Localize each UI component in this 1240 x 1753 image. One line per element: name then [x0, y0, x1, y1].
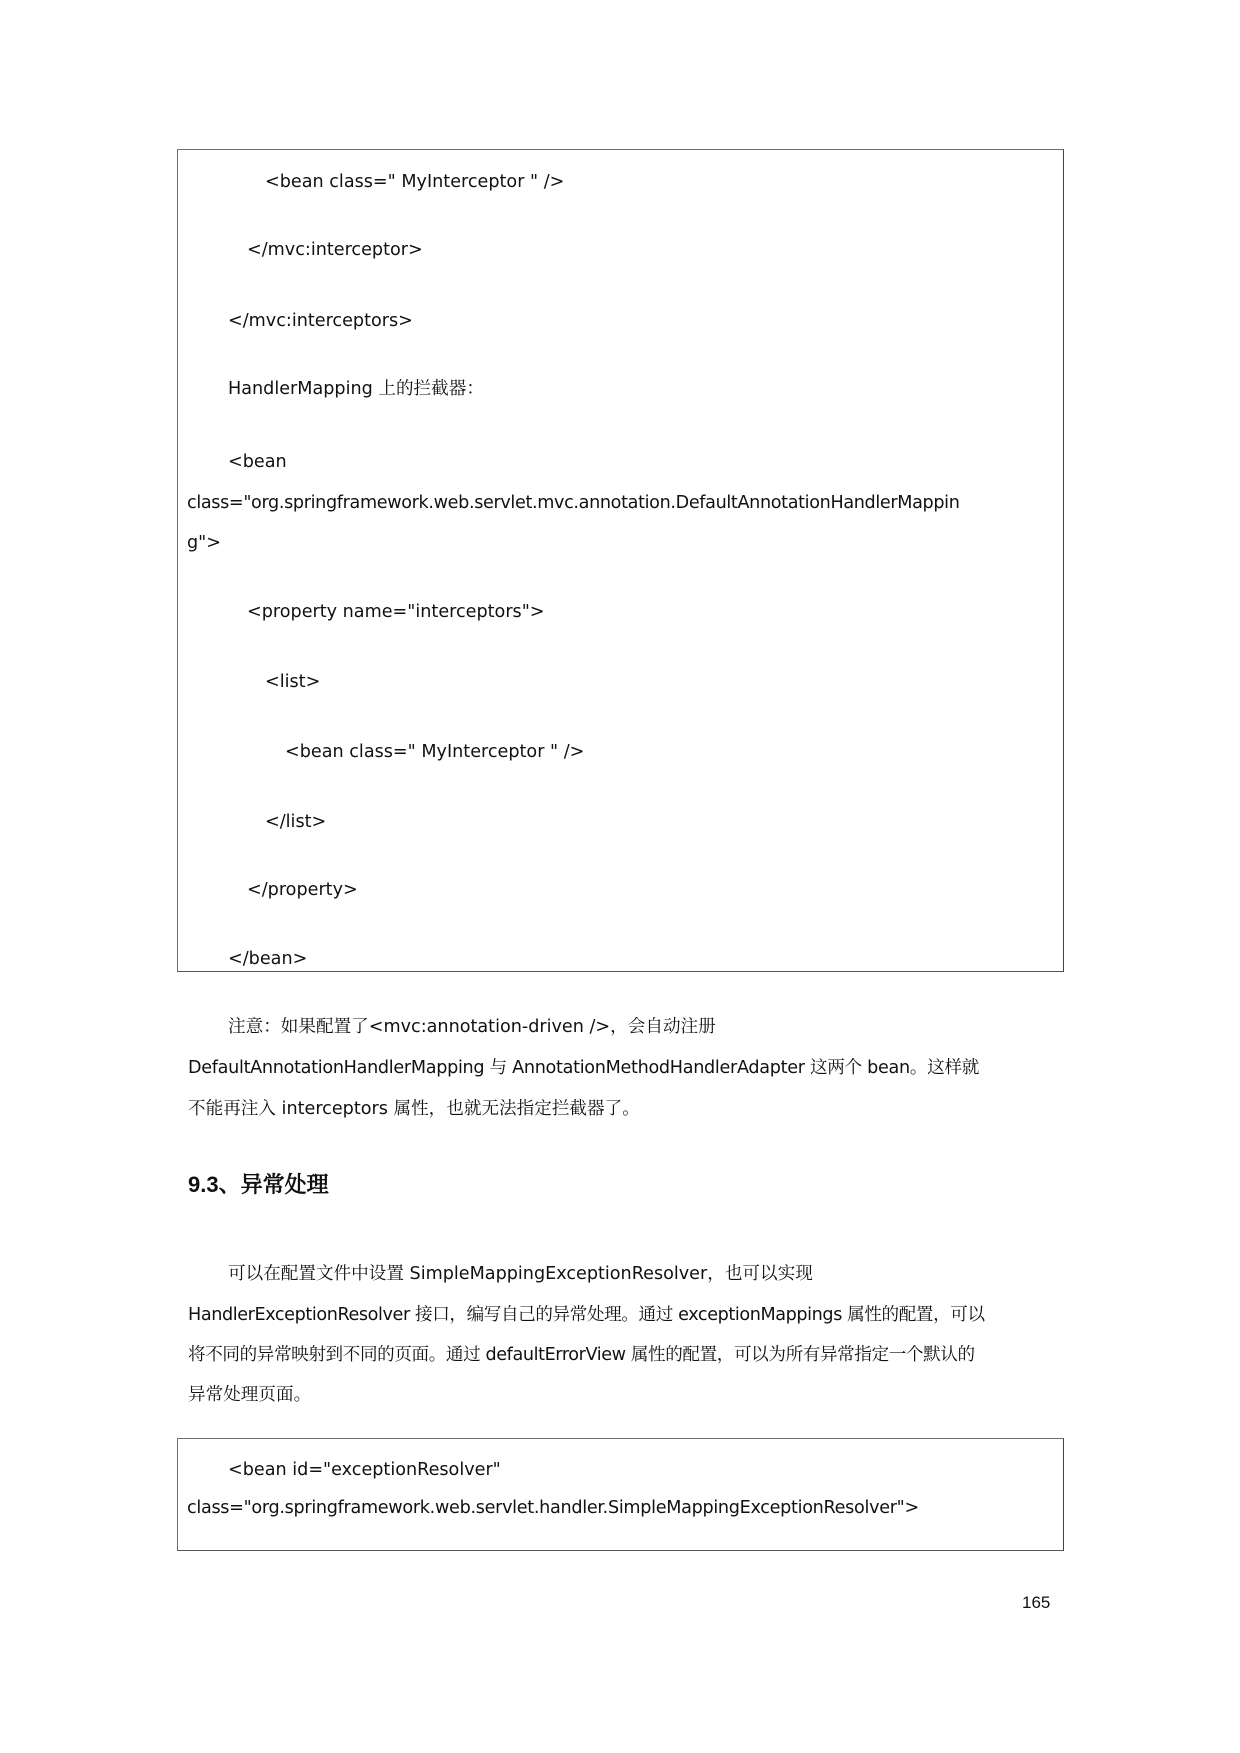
code-line: <bean id="exceptionResolver": [228, 1460, 501, 1480]
code-line: </mvc:interceptors>: [228, 311, 413, 331]
page-number: 165: [1022, 1593, 1051, 1612]
code-block-2: [177, 1438, 1064, 1551]
paragraph-line: HandlerExceptionResolver 接口，编写自己的异常处理。通过 exceptionMappings 属性的配置，可以: [188, 1305, 985, 1325]
paragraph-line: 可以在配置文件中设置 SimpleMappingExceptionResolver，也可以实现: [228, 1264, 813, 1284]
code-line: class="org.springframework.web.servlet.mvc.annotation.DefaultAnnotationHandlerMappin: [187, 493, 960, 513]
code-line: <list>: [265, 672, 321, 692]
code-line: <bean class=" MyInterceptor " />: [285, 742, 585, 762]
paragraph-line: 将不同的异常映射到不同的页面。通过 defaultErrorView 属性的配置，可以为所有异常指定一个默认的: [188, 1345, 975, 1365]
code-line: <property name="interceptors">: [247, 602, 545, 622]
code-line: <bean class=" MyInterceptor " />: [265, 172, 565, 192]
code-line: class="org.springframework.web.servlet.handler.SimpleMappingExceptionResolver">: [187, 1498, 919, 1518]
code-line: </property>: [247, 880, 358, 900]
code-line: g">: [187, 533, 222, 553]
code-block-1: [177, 149, 1064, 972]
note-line: 注意：如果配置了<mvc:annotation-driven />，会自动注册: [228, 1017, 716, 1037]
code-line: </list>: [265, 812, 327, 832]
code-line: <bean: [228, 452, 287, 472]
code-comment-line: HandlerMapping 上的拦截器：: [228, 379, 484, 399]
note-line: DefaultAnnotationHandlerMapping 与 AnnotationMethodHandlerAdapter 这两个 bean。这样就: [188, 1058, 980, 1078]
code-line: </mvc:interceptor>: [247, 240, 423, 260]
note-line: 不能再注入 interceptors 属性，也就无法指定拦截器了。: [188, 1099, 640, 1119]
section-heading: 9.3、异常处理: [188, 1172, 329, 1197]
code-line: </bean>: [228, 949, 308, 969]
paragraph-line: 异常处理页面。: [188, 1385, 312, 1405]
